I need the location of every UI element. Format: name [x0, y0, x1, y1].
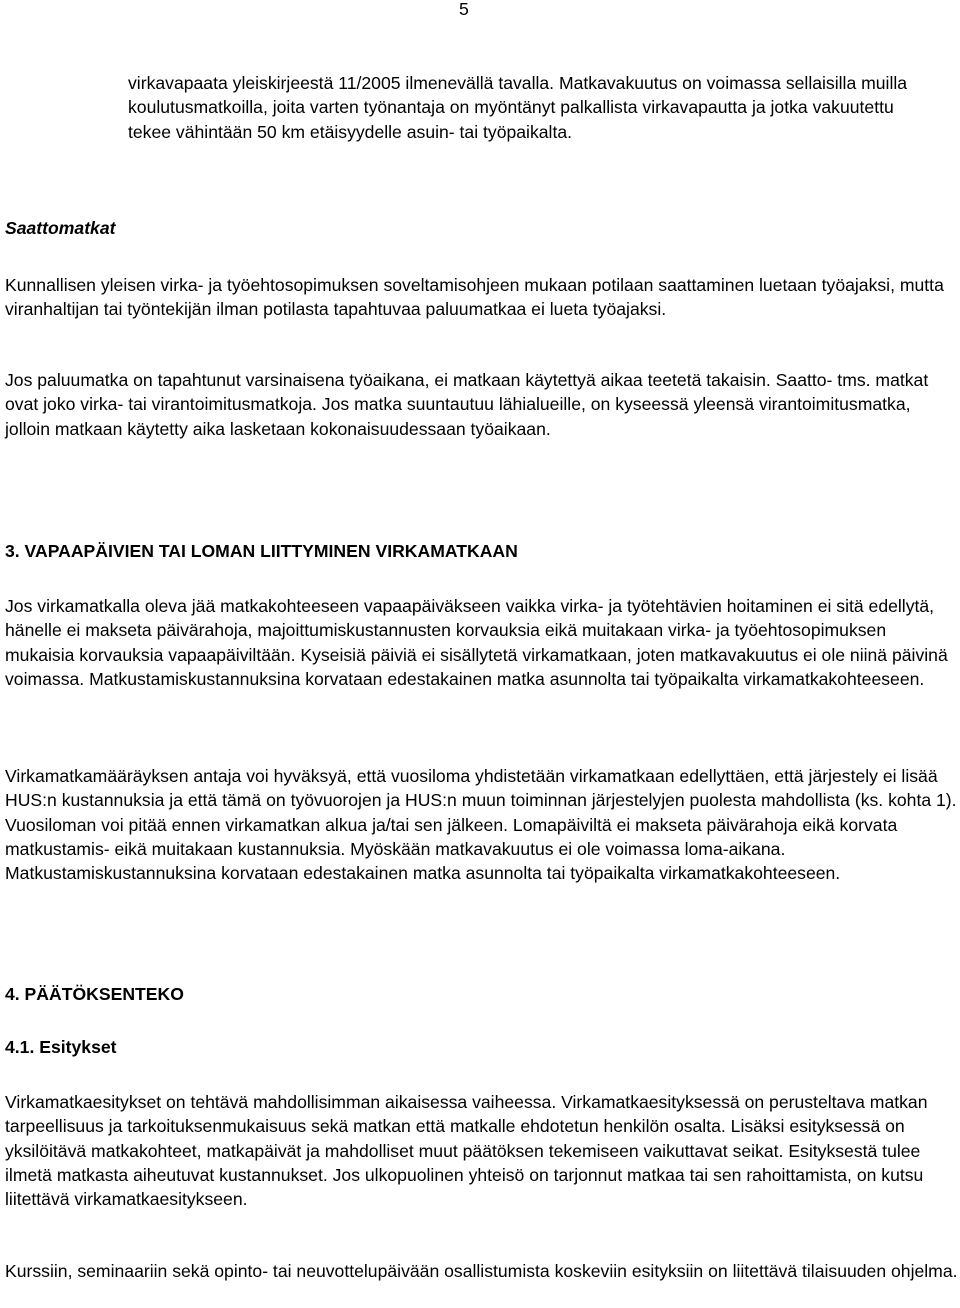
section-4-1-heading: 4.1. Esitykset — [5, 1037, 117, 1057]
section-3-paragraph-2: Virkamatkamääräyksen antaja voi hyväksyä, että vuosiloma yhdistetään virkamatkaan edellyttäen, että järjestely ei lisää HUS:n kustannuksia ja että tämä on työvuorojen ja HUS:n muun toiminnan järjestelyjen puolesta mahdollista (ks. kohta 1). Vuosiloman voi pitää ennen virkamatkan alkua ja/tai sen jälkeen. Lomapäiviltä ei makseta päivärahoja eikä korvata matkustamis- eikä muitakaan kustannuksia. Myöskään matkavakuutus ei ole voimassa loma-aikana. Matkustamiskustannuksina korvataan edestakainen matka asunnolta tai työpaikalta virkamatkakohteeseen. — [5, 766, 957, 884]
section-3-paragraph-1: Jos virkamatkalla oleva jää matkakohteeseen vapaapäiväkseen vaikka virka- ja työtehtävien hoitaminen ei sitä edellytä, hänelle ei makseta päivärahoja, majoittumiskustannusten korvauksia eikä muitakaan virka- ja työehtosopimuksen mukaisia korvauksia vapaapäiviltään. Kyseisiä päiviä ei sisällytetä virkamatkaan, joten matkavakuutus ei ole niinä päivinä voimassa. Matkustamiskustannuksina korvataan edestakainen matka asunnolta tai työpaikalta virkamatkakohteeseen. — [5, 596, 948, 689]
section-4-1-paragraph-2: Kurssiin, seminaariin sekä opinto- tai neuvottelupäivään osallistumista koskeviin esityksiin on liitettävä tilaisuuden ohjelma. — [5, 1261, 958, 1281]
page-number: 5 — [459, 0, 469, 19]
saattomatkat-heading: Saattomatkat — [5, 218, 116, 238]
section-4-1-paragraph-1: Virkamatkaesitykset on tehtävä mahdollisimman aikaisessa vaiheessa. Virkamatkaesityksessä on perusteltava matkan tarpeellisuus ja tarkoituksenmukaisuus sekä matkan että matkalle ehdotetun henkilön osalta. Lisäksi esityksessä on yksilöitävä matkakohteet, matkapäivät ja mahdolliset muut päätöksen tekemiseen vaikuttavat seikat. Esityksestä tulee ilmetä matkasta aiheutuvat kustannukset. Jos ulkopuolinen yhteisö on tarjonnut matkaa tai sen rahoittamista, on kutsu liitettävä virkamatkaesitykseen. — [5, 1092, 928, 1210]
saattomatkat-paragraph-1: Kunnallisen yleisen virka- ja työehtosopimuksen soveltamisohjeen mukaan potilaan saattaminen luetaan työajaksi, mutta viranhaltijan tai työntekijän ilman potilasta tapahtuvaa paluumatkaa ei lueta työajaksi. — [5, 275, 944, 320]
section-3-heading: 3. VAPAAPÄIVIEN TAI LOMAN LIITTYMINEN VIRKAMATKAAN — [5, 541, 518, 561]
section-4-heading: 4. PÄÄTÖKSENTEKO — [5, 984, 184, 1004]
intro-paragraph: virkavapaata yleiskirjeestä 11/2005 ilmenevällä tavalla. Matkavakuutus on voimassa sellaisilla muilla koulutusmatkoilla, joita varten työnantaja on myöntänyt palkallista virkavapautta ja jotka vakuutettu tekee vähintään 50 km etäisyydelle asuin- tai työpaikalta. — [128, 73, 908, 142]
saattomatkat-paragraph-2: Jos paluumatka on tapahtunut varsinaisena työaikana, ei matkaan käytettyä aikaa teetetä takaisin. Saatto- tms. matkat ovat joko virka- tai virantoimitusmatkoja. Jos matka suuntautuu lähialueille, on kyseessä yleensä virantoimitusmatka, jolloin matkaan käytetty aika lasketaan kokonaisuudessaan työaikaan. — [5, 370, 929, 439]
